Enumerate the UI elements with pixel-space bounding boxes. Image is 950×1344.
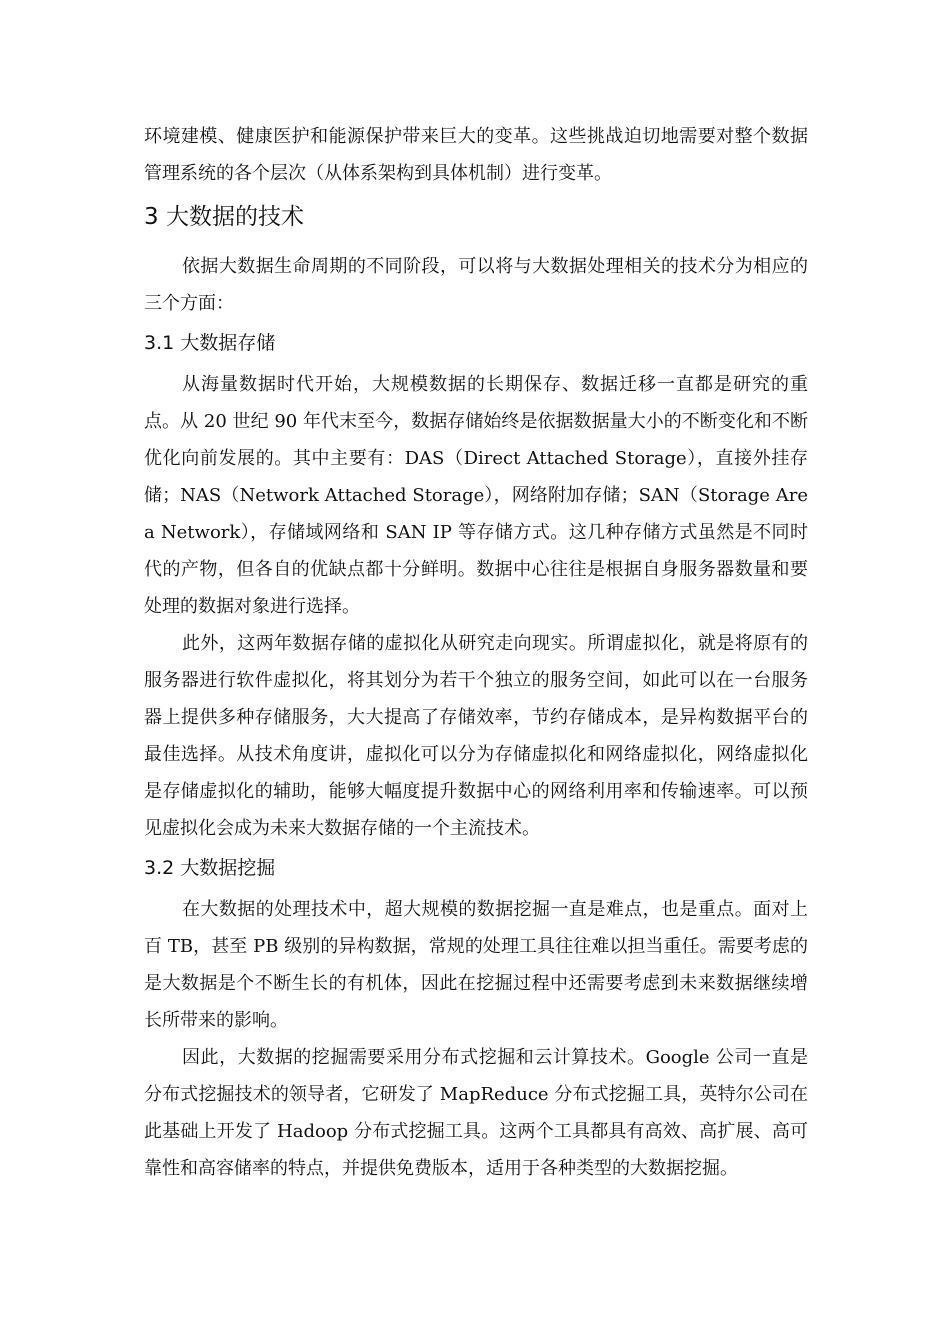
section-3-1-heading: 3.1 大数据存储 <box>144 332 276 354</box>
section-3-2-paragraph-2: 因此，大数据的挖掘需要采用分布式挖掘和云计算技术。Google 公司一直是分布式挖掘技术的领导者，它研发了 MapReduce 分布式挖掘工具，英特尔公司在此基础上开发了 Hadoop 分布式挖掘工具。这两个工具都具有高效、高扩展、高可靠性和高容储率的特点，并提供免费版本，适用于各种类型的大数据挖掘。 <box>144 1047 808 1179</box>
section-3-heading: 3 大数据的技术 <box>144 204 304 230</box>
section-3-1-paragraph-1: 从海量数据时代开始，大规模数据的长期保存、数据迁移一直都是研究的重点。从 20 世纪 90 年代末至今，数据存储始终是依据数据量大小的不断变化和不断优化向前发展的。其中主要有：DAS（Direct Attached Storage），直接外挂存储；NAS（Network Attached Storage），网络附加存储；SAN（Storage Area Network），存储域网络和 SAN IP 等存储方式。这几种存储方式虽然是不同时代的产物，但各自的优缺点都十分鲜明。数据中心往往是根据自身服务器数量和要处理的数据对象进行选择。 <box>144 374 808 617</box>
section-3-1-paragraph-2: 此外，这两年数据存储的虚拟化从研究走向现实。所谓虚拟化，就是将原有的服务器进行软件虚拟化，将其划分为若干个独立的服务空间，如此可以在一台服务器上提供多种存储服务，大大提高了存储效率，节约存储成本，是异构数据平台的最佳选择。从技术角度讲，虚拟化可以分为存储虚拟化和网络虚拟化，网络虚拟化是存储虚拟化的辅助，能够大幅度提升数据中心的网络利用率和传输速率。可以预见虚拟化会成为未来大数据存储的一个主流技术。 <box>144 633 808 839</box>
section-3-paragraph: 依据大数据生命周期的不同阶段，可以将与大数据处理相关的技术分为相应的三个方面： <box>144 256 808 314</box>
intro-paragraph: 环境建模、健康医护和能源保护带来巨大的变革。这些挑战迫切地需要对整个数据管理系统的各个层次（从体系架构到具体机制）进行变革。 <box>144 126 808 184</box>
section-3-2-paragraph-1: 在大数据的处理技术中，超大规模的数据挖掘一直是难点，也是重点。面对上百 TB，甚至 PB 级别的异构数据，常规的处理工具往往难以担当重任。需要考虑的是大数据是个不断生长的有机体，因此在挖掘过程中还需要考虑到未来数据继续增长所带来的影响。 <box>144 899 808 1031</box>
document-body <box>144 118 808 1187</box>
section-3-2-heading: 3.2 大数据挖掘 <box>144 857 276 879</box>
